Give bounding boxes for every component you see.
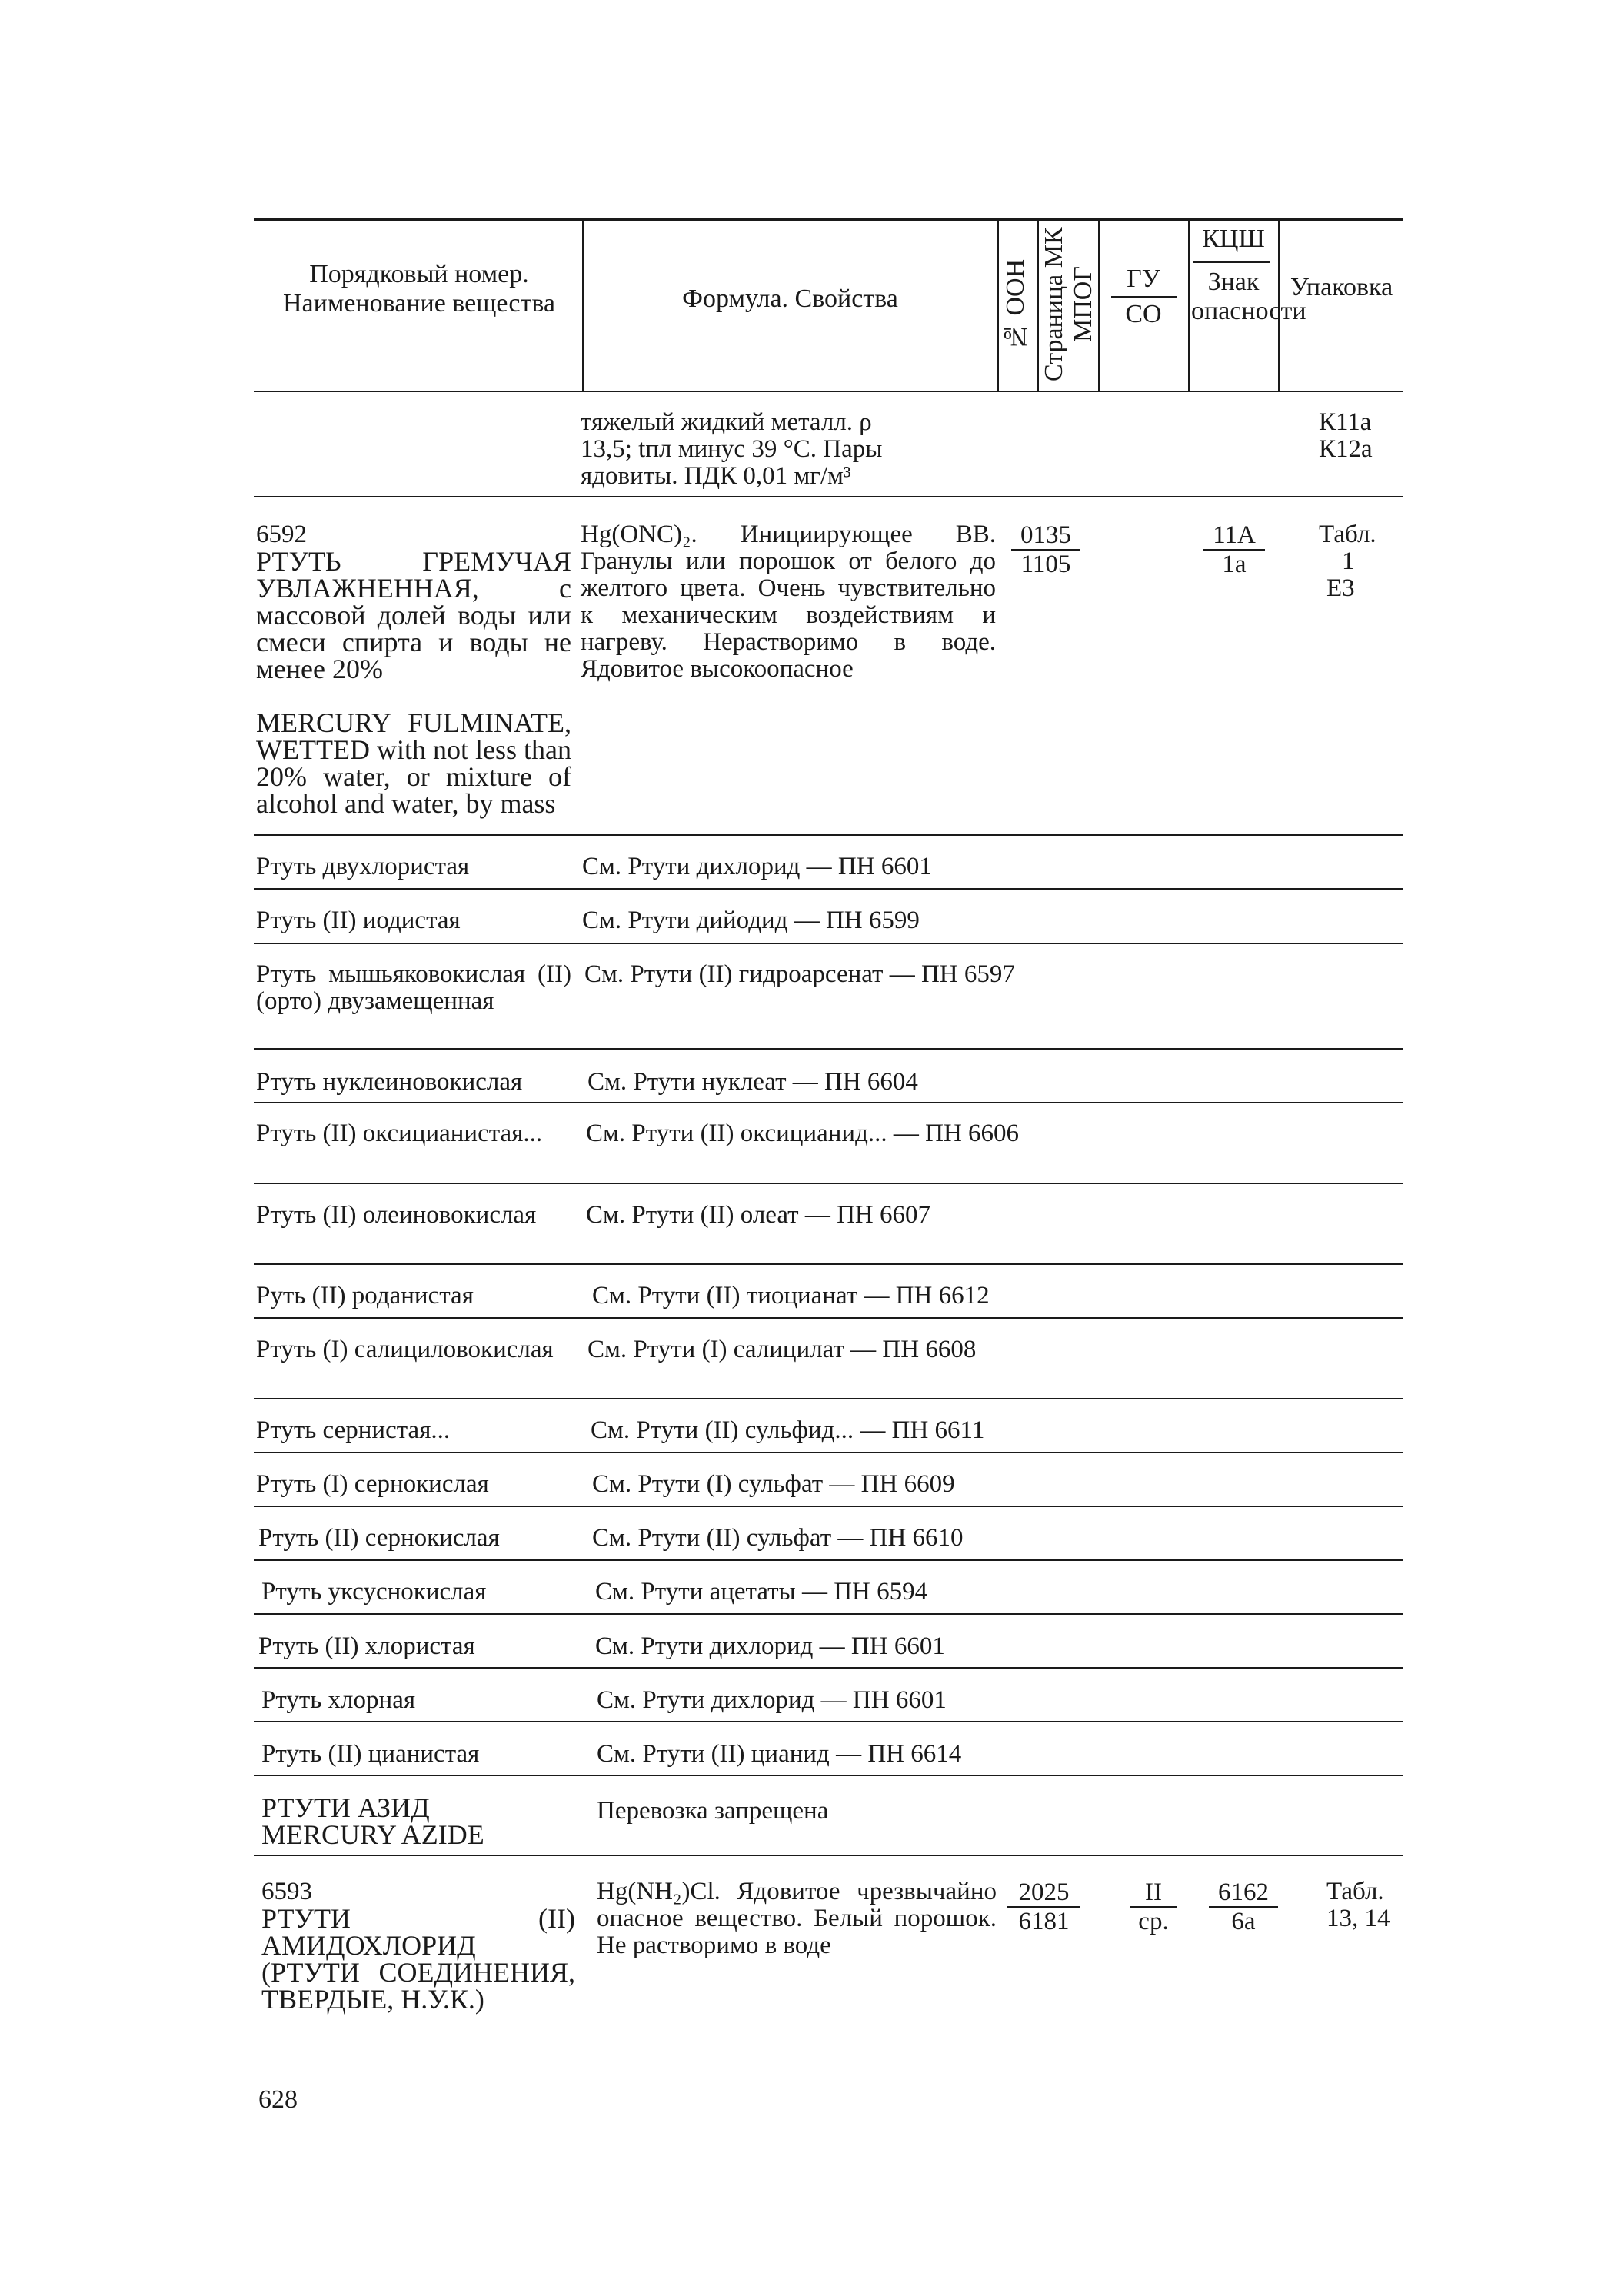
row-divider [254, 1102, 1403, 1103]
un-number-fraction [1007, 1878, 1080, 1935]
row-divider [254, 1506, 1403, 1507]
classification-code: 6162 [1209, 1878, 1278, 1908]
mpog-page: 1105 [1020, 551, 1071, 578]
reference-name: Ртуть нуклеиновокислая [256, 1068, 523, 1096]
row-divider [254, 888, 1403, 890]
row-divider [254, 1183, 1403, 1184]
page-number: 628 [258, 2085, 298, 2114]
reference-name: Ртуть уксуснокислая [261, 1578, 487, 1606]
un-number-fraction [1011, 521, 1080, 578]
reference-row [0, 1687, 1611, 1722]
header-top-rule [254, 218, 1403, 221]
classification-code: 11A [1203, 521, 1265, 551]
reference-target: См. Ртути дийодид — ПН 6599 [582, 907, 920, 934]
un-number: 0135 [1011, 521, 1080, 551]
row-divider [254, 1048, 1403, 1050]
header-col-name: Порядковый номер. Наименование вещества [282, 260, 556, 318]
header-col-hazard-sign: Знак опасности [1191, 268, 1306, 325]
gu-fraction [1130, 1878, 1177, 1935]
entry-name: РТУТИ АЗИД [261, 1792, 430, 1823]
header-divider [1188, 219, 1190, 391]
hazard-sign: 1a [1222, 551, 1247, 578]
row-divider [254, 1721, 1403, 1722]
reference-target: См. Ртути (II) цианид — ПН 6614 [597, 1740, 962, 1768]
reference-row [0, 1525, 1611, 1559]
reference-row [0, 1120, 1611, 1178]
entry-properties: Hg(NH₂)Cl. Ядовитое чрезвычайно опасное вещество. Белый порошок. Не растворимо в воде [597, 1878, 997, 1959]
hazard-sign: 6a [1231, 1908, 1256, 1935]
reference-name: Ртуть (II) цианистая [261, 1740, 480, 1768]
header-col-kcsh: КЦШ [1202, 225, 1265, 253]
reference-target: См. Ртути дихлорид — ПН 6601 [597, 1686, 947, 1714]
entry-name: РТУТИ (II) АМИДОХЛОРИД (РТУТИ СОЕДИНЕНИЯ, ТВЕРДЫЕ, Н.У.К.) [261, 1903, 575, 2015]
row-divider [254, 1667, 1403, 1669]
reference-target: См. Ртути нуклеат — ПН 6604 [587, 1068, 918, 1096]
row-divider [254, 1613, 1403, 1615]
packaging-code: 1 [1342, 547, 1355, 575]
reference-name: Ртуть (II) олеиновокислая [256, 1201, 537, 1229]
row-divider [254, 1775, 1403, 1776]
packaging-code: К12а [1319, 435, 1373, 463]
reference-row [0, 1471, 1611, 1506]
reference-target: См. Ртути (II) олеат — ПН 6607 [586, 1201, 930, 1229]
packaging-code: К11а [1319, 408, 1372, 436]
reference-target: См. Ртути дихлорид — ПН 6601 [582, 853, 932, 880]
reference-target: См. Ртути (I) салицилат — ПН 6608 [587, 1336, 977, 1363]
header-bottom-rule [254, 391, 1403, 392]
header-kcsh-fraction-bar [1193, 261, 1270, 263]
reference-target: См. Ртути (II) гидроарсенат — ПН 6597 [584, 960, 1015, 988]
reference-row [0, 1633, 1611, 1668]
row-divider [254, 1398, 1403, 1399]
header-col-so: СО [1125, 300, 1162, 328]
reference-name: Ртуть (II) сернокислая [258, 1524, 500, 1552]
continuation-line: ядовиты. ПДК 0,01 мг/м³ [581, 462, 851, 490]
reference-row [0, 1336, 1611, 1394]
header-divider [1037, 219, 1039, 391]
row-divider [254, 1855, 1403, 1856]
reference-name: Ртуть двухлористая [256, 853, 470, 880]
entry-name-english: MERCURY FULMINATE, WETTED with not less than 20% water, or mixture of alcohol and water, by mass [256, 707, 571, 819]
header-col-properties: Формула. Свойства [682, 285, 898, 313]
header-divider [997, 219, 999, 391]
reference-target: См. Ртути (I) сульфат — ПН 6609 [592, 1470, 955, 1498]
reference-row [0, 1579, 1611, 1613]
entry-name: РТУТЬ ГРЕМУЧАЯ УВЛАЖНЕННАЯ, с массовой долей воды или смеси спирта и воды не менее 20% [256, 546, 571, 684]
reference-row [0, 1417, 1611, 1452]
row-divider [254, 1263, 1403, 1265]
packing-group: II [1130, 1878, 1177, 1908]
entry-name-english: MERCURY AZIDE [261, 1819, 484, 1850]
reference-row [0, 1283, 1611, 1317]
continuation-line: 13,5; tпл минус 39 °С. Пары [581, 435, 883, 463]
reference-target: См. Ртути (II) сульфид... — ПН 6611 [591, 1416, 985, 1444]
reference-row [0, 1069, 1611, 1103]
reference-name: Ртуть хлорная [261, 1686, 416, 1714]
reference-target: См. Ртути дихлорид — ПН 6601 [595, 1632, 945, 1660]
kcsh-fraction [1203, 521, 1265, 578]
mpog-page: 6181 [1018, 1908, 1070, 1935]
packaging-code: 13, 14 [1326, 1905, 1390, 1932]
header-col-gu: ГУ [1127, 265, 1160, 293]
packaging-code: Табл. [1326, 1878, 1384, 1905]
header-col-packaging: Упаковка [1290, 273, 1393, 301]
reference-row [0, 1202, 1611, 1259]
reference-row [0, 1741, 1611, 1775]
header-gu-fraction-bar [1111, 296, 1177, 298]
kcsh-fraction [1209, 1878, 1278, 1935]
header-divider [1098, 219, 1100, 391]
header-col-un-number: № ООН [1001, 258, 1030, 351]
row-divider [254, 1452, 1403, 1453]
reference-target: См. Ртути (II) сульфат — ПН 6610 [592, 1524, 964, 1552]
reference-target: См. Ртути ацетаты — ПН 6594 [595, 1578, 928, 1606]
row-divider [254, 1559, 1403, 1561]
reference-name: Ртуть (II) оксицианистая... [256, 1120, 543, 1147]
reference-target: См. Ртути (II) тиоцианат — ПН 6612 [592, 1282, 990, 1309]
continuation-line: тяжелый жидкий металл. ρ [581, 408, 872, 436]
reference-target: См. Ртути (II) оксицианид... — ПН 6606 [586, 1120, 1020, 1147]
reference-name: Ртуть сернистая... [256, 1416, 451, 1444]
reference-name: Ртуть (II) иодистая [256, 907, 461, 934]
header-col-mpog-page: Страница МК МПОГ [1040, 227, 1097, 382]
row-divider [254, 943, 1403, 944]
reference-name: Ртуть (I) салициловокислая [256, 1336, 554, 1363]
reference-name: Руть (II) роданистая [256, 1282, 474, 1309]
row-divider [254, 834, 1403, 836]
entry-properties: Hg(ONC)₂. Инициирующее ВВ. Гранулы или порошок от белого до желтого цвета. Очень чувствительно к механическим воздействиям и нагреву. Нерастворимо в воде. Ядовитое высокоопасное [581, 521, 996, 683]
header-divider [582, 219, 584, 391]
reference-name: Ртуть (I) сернокислая [256, 1470, 489, 1498]
packaging-code: E3 [1326, 574, 1355, 602]
row-divider [254, 1317, 1403, 1319]
reference-row [0, 854, 1611, 888]
un-number: 2025 [1007, 1878, 1080, 1908]
packaging-code: Табл. [1319, 521, 1376, 548]
entry-number: 6592 [256, 521, 307, 548]
reference-name: Ртуть (II) хлористая [258, 1632, 475, 1660]
reference-row [0, 907, 1611, 942]
transport-note: Перевозка запрещена [597, 1797, 829, 1825]
row-divider [254, 496, 1403, 497]
entry-number: 6593 [261, 1878, 312, 1905]
reference-name: Ртуть мышьяковокислая (II) (орто) двузамещенная [256, 960, 571, 1015]
so-code: ср. [1138, 1908, 1169, 1935]
reference-row [0, 961, 1611, 1046]
